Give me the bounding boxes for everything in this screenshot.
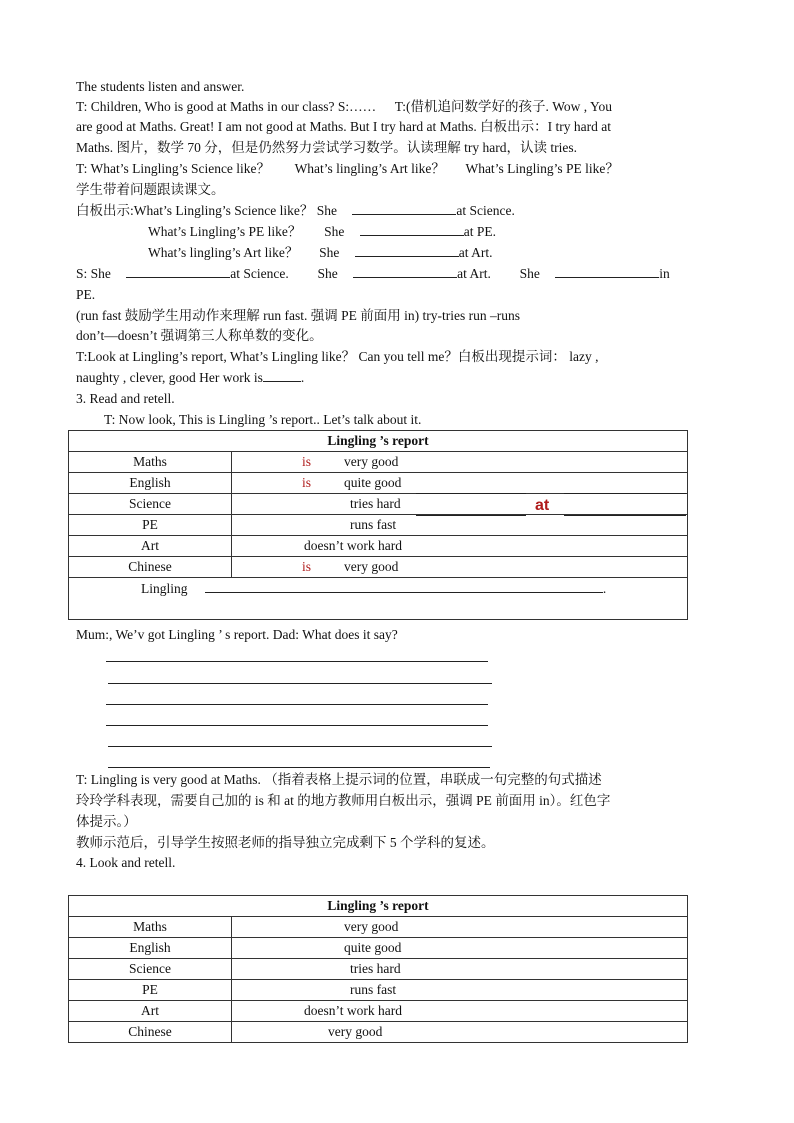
table-row <box>69 494 688 515</box>
text-segment: 白板出示:What’s Lingling’s Science like？ She <box>76 203 337 218</box>
table-row <box>69 938 688 959</box>
text-segment: T: Children, Who is good at Maths in our class? S:…… <box>76 99 377 114</box>
text-line: T:Look at Lingling’s report, What’s Lingling like？ Can you tell me？白板出现提示词： lazy , <box>76 349 599 364</box>
report-cell <box>232 980 688 1001</box>
table-title: Lingling ’s report <box>69 896 688 917</box>
text-line <box>76 264 670 284</box>
text-segment: at PE. <box>463 224 496 239</box>
text-line: Mum:, We’v got Lingling ’ s report. Dad: What does it say? <box>76 627 398 642</box>
section-heading: 3. Read and retell. <box>76 391 175 406</box>
subject-cell: PE <box>69 515 232 536</box>
text-line <box>76 368 304 388</box>
report-cell <box>232 938 688 959</box>
footer-label: Lingling <box>141 581 188 596</box>
text-segment: What’s Lingling’s PE like？ <box>465 161 619 176</box>
underline-guide <box>564 493 686 494</box>
writing-line <box>108 767 490 768</box>
text-segment: She <box>324 224 345 239</box>
subject-cell: Maths <box>69 452 232 473</box>
text-line <box>148 243 493 263</box>
text-line: 体提示。） <box>76 814 137 829</box>
text-line: are good at Maths. Great! I am not good at Maths. But I try hard at Maths. 白板出示：I try hard at <box>76 119 612 134</box>
underline-guide <box>416 515 526 516</box>
writing-line <box>108 683 492 684</box>
text-line: 学生带着问题跟读课文。 <box>76 182 225 197</box>
text-segment: T: What’s Lingling’s Science like？ <box>76 161 271 176</box>
report-cell <box>232 1001 688 1022</box>
answer-blank <box>352 201 456 215</box>
table-footer-row <box>69 578 688 620</box>
text-segment: S: She <box>76 266 111 281</box>
subject-cell: Science <box>69 494 232 515</box>
writing-line <box>106 661 488 662</box>
is-hint: is <box>302 559 312 574</box>
report-cell <box>232 536 688 557</box>
subject-cell: Chinese <box>69 557 232 578</box>
writing-line <box>106 725 488 726</box>
text-segment: T:(借机追问数学好的孩子. Wow , You <box>394 99 612 114</box>
text-segment: at Science. <box>456 203 515 218</box>
text-segment: What’s Lingling’s PE like？ <box>148 224 302 239</box>
report-cell <box>232 473 688 494</box>
table-title: Lingling ’s report <box>69 431 688 452</box>
text-segment: What’s lingling’s Art like？ <box>148 245 299 260</box>
section-heading: 4. Look and retell. <box>76 855 176 870</box>
subject-cell: Maths <box>69 917 232 938</box>
report-table-2 <box>68 895 688 1043</box>
table-row <box>69 980 688 1001</box>
answer-blank <box>263 368 301 382</box>
description-text: very good <box>344 454 399 469</box>
text-line: don’t—doesn’t 强调第三人称单数的变化。 <box>76 328 323 343</box>
subject-cell: Art <box>69 1001 232 1022</box>
text-line <box>76 97 612 117</box>
text-segment: naughty , clever, good Her work is <box>76 370 263 385</box>
at-hint: at <box>535 497 550 514</box>
subject-cell: PE <box>69 980 232 1001</box>
description-text: doesn’t work hard <box>304 538 402 553</box>
report-cell <box>232 959 688 980</box>
description-text: quite good <box>344 475 402 490</box>
subject-cell: English <box>69 473 232 494</box>
writing-line <box>106 704 488 705</box>
text-line: (run fast 鼓励学生用动作来理解 run fast. 强调 PE 前面用 in) try-tries run –runs <box>76 308 520 323</box>
answer-blank <box>353 264 457 278</box>
table-row <box>69 536 688 557</box>
description-text: doesn’t work hard <box>304 1003 402 1018</box>
report-cell <box>232 452 688 473</box>
text-segment: at Art. <box>458 245 493 260</box>
description-text: very good <box>328 1024 383 1039</box>
text-segment: She <box>519 266 540 281</box>
text-segment: . <box>300 370 305 385</box>
report-cell <box>232 494 688 515</box>
table-row <box>69 917 688 938</box>
footer-end: . <box>602 581 607 596</box>
text-line <box>76 159 619 179</box>
description-text: runs fast <box>350 982 397 997</box>
description-text: very good <box>344 919 399 934</box>
report-cell <box>232 917 688 938</box>
description-text: runs fast <box>350 517 397 532</box>
table-row <box>69 959 688 980</box>
subject-cell: Art <box>69 536 232 557</box>
underline-guide <box>416 493 526 494</box>
writing-line <box>108 746 492 747</box>
report-cell <box>232 1022 688 1043</box>
text-segment: at Art. <box>457 266 491 281</box>
answer-blank <box>360 222 464 236</box>
table-row <box>69 452 688 473</box>
subject-cell: Science <box>69 959 232 980</box>
table-row <box>69 515 688 536</box>
table-row <box>69 1001 688 1022</box>
answer-blank <box>555 264 659 278</box>
text-line: T: Lingling is very good at Maths. （指着表格上提示词的位置，串联成一句完整的句式描述 <box>76 772 602 787</box>
text-line: Maths. 图片，数学 70 分，但是仍然努力尝试学习数学。认读理解 try hard，认读 tries. <box>76 140 577 155</box>
text-segment: She <box>317 266 338 281</box>
subject-cell: English <box>69 938 232 959</box>
description-text: tries hard <box>350 961 401 976</box>
text-line: 玲玲学科表现，需要自己加的 is 和 at 的地方教师用白板出示，强调 PE 前面用 in）。红色字 <box>76 793 611 808</box>
table-row <box>69 1022 688 1043</box>
text-line: The students listen and answer. <box>76 79 245 94</box>
text-line: PE. <box>76 287 96 302</box>
answer-blank <box>205 579 603 593</box>
is-hint: is <box>302 475 312 490</box>
table-row <box>69 557 688 578</box>
description-text: very good <box>344 559 399 574</box>
answer-blank <box>355 243 459 257</box>
text-segment: What’s lingling’s Art like？ <box>294 161 445 176</box>
retell-cell <box>69 578 688 620</box>
is-hint: is <box>302 454 312 469</box>
text-line <box>76 201 515 221</box>
description-text: tries hard <box>350 496 401 511</box>
answer-blank <box>126 264 230 278</box>
text-segment: in <box>659 266 670 281</box>
subject-cell: Chinese <box>69 1022 232 1043</box>
text-line: T: Now look, This is Lingling ’s report.. Let’s talk about it. <box>104 412 422 427</box>
text-segment: She <box>319 245 340 260</box>
report-cell <box>232 515 688 536</box>
underline-guide <box>564 515 686 516</box>
report-table-1 <box>68 430 688 620</box>
report-cell <box>232 557 688 578</box>
text-segment: at Science. <box>230 266 289 281</box>
text-line: 教师示范后，引导学生按照老师的指导独立完成剩下 5 个学科的复述。 <box>76 835 495 850</box>
description-text: quite good <box>344 940 402 955</box>
table-row <box>69 473 688 494</box>
text-line <box>148 222 496 242</box>
